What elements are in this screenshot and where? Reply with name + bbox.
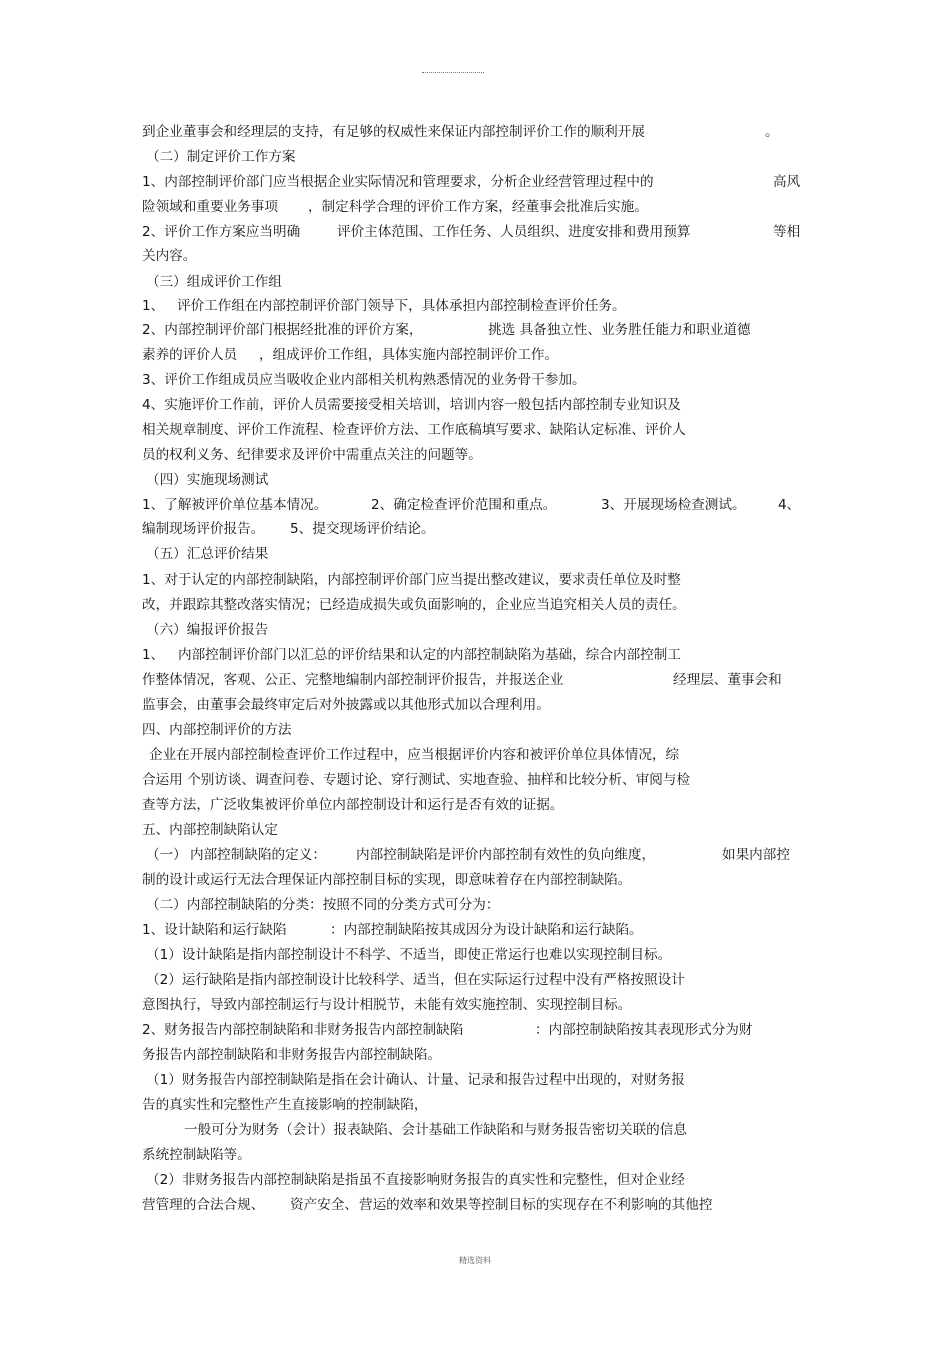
text-line-1-part-1: 到企业董事会和经理层的支持，有足够的权威性来保证内部控制评价工作的顺利开展: [142, 124, 645, 140]
text-line-1-part-2: 。: [765, 124, 779, 140]
text-line-37-part-1: 2、财务报告内部控制缺陷和非财务报告内部控制缺陷: [142, 1022, 464, 1038]
text-line-37-part-2: ：内部控制缺陷按其表现形式分为财: [535, 1022, 753, 1038]
text-line-24: 监事会，由董事会最终审定后对外披露或以其他形式加以合理利用。: [142, 697, 550, 713]
text-line-12: 4、实施评价工作前，评价人员需要接受相关培训，培训内容一般包括内部控制专业知识及: [142, 397, 681, 413]
text-line-30-part-3: 内部控制缺陷是评价内部控制有效性的负向维度，: [356, 847, 656, 863]
text-line-18: （五）汇总评价结果: [146, 546, 269, 562]
text-line-22-part-2: 内部控制评价部门以汇总的评价结果和认定的内部控制缺陷为基础，综合内部控制工: [178, 647, 681, 663]
text-line-30-part-1: （一）: [146, 847, 187, 863]
text-line-8-part-2: 评价工作组在内部控制评价部门领导下，具体承担内部控制检查评价任务。: [177, 298, 626, 314]
text-line-23-part-1: 作整体情况，客观、公正、完整地编制内部控制评价报告，并报送企业: [142, 672, 564, 688]
text-line-36: 意图执行，导致内部控制运行与设计相脱节，未能有效实施控制、实现控制目标。: [142, 997, 632, 1013]
text-line-40: 告的真实性和完整性产生直接影响的控制缺陷，: [142, 1097, 428, 1113]
text-line-10-part-1: 素养的评价人员: [142, 347, 238, 363]
text-line-41: 一般可分为财务（会计）报表缺陷、会计基础工作缺陷和与财务报告密切关联的信息: [184, 1122, 687, 1138]
text-line-44-part-1: 营管理的合法合规、: [142, 1197, 265, 1213]
text-line-5-part-1: 2、评价工作方案应当明确: [142, 224, 301, 240]
text-line-25: 四、内部控制评价的方法: [142, 722, 292, 738]
text-line-22-part-1: 1、: [142, 647, 165, 663]
text-line-21: （六）编报评价报告: [146, 622, 269, 638]
text-line-42: 系统控制缺陷等。: [142, 1147, 251, 1163]
text-line-17-part-1: 编制现场评价报告。: [142, 521, 265, 537]
text-line-35: （2）运行缺陷是指内部控制设计比较科学、适当，但在实际运行过程中没有严格按照设计: [146, 972, 685, 988]
text-line-8-part-1: 1、: [142, 298, 165, 314]
text-line-11: 3、评价工作组成员应当吸收企业内部相关机构熟悉情况的业务骨干参加。: [142, 372, 586, 388]
text-line-19: 1、对于认定的内部控制缺陷，内部控制评价部门应当提出整改建议，要求责任单位及时整: [142, 572, 681, 588]
text-line-31: 制的设计或运行无法合理保证内部控制目标的实现，即意味着存在内部控制缺陷。: [142, 872, 632, 888]
text-line-9-part-2: 挑选 具备独立性、业务胜任能力和职业道德: [488, 322, 751, 338]
text-line-4-part-1: 险领域和重要业务事项: [142, 199, 278, 215]
text-line-33-part-2: ：内部控制缺陷按其成因分为设计缺陷和运行缺陷。: [330, 922, 643, 938]
text-line-7: （三）组成评价工作组: [146, 274, 282, 290]
text-line-34: （1）设计缺陷是指内部控制设计不科学、不适当，即使正常运行也难以实现控制目标。: [146, 947, 672, 963]
text-line-16-part-4: 4、: [778, 497, 801, 513]
text-line-26: 企业在开展内部控制检查评价工作过程中，应当根据评价内容和被评价单位具体情况，综: [149, 747, 680, 763]
text-line-16-part-1: 1、了解被评价单位基本情况。: [142, 497, 328, 513]
text-line-28: 查等方法，广泛收集被评价单位内部控制设计和运行是否有效的证据。: [142, 797, 564, 813]
text-line-44-part-3: 营运的效率和效果等控制目标的实现存在不利影响的其他控: [359, 1197, 713, 1213]
text-line-2: （二）制定评价工作方案: [146, 149, 296, 165]
text-line-43: （2）非财务报告内部控制缺陷是指虽不直接影响财务报告的真实性和完整性，但对企业经: [146, 1172, 685, 1188]
page-footer: 精选资料: [459, 1256, 491, 1265]
text-line-29: 五、内部控制缺陷认定: [142, 822, 278, 838]
text-line-6: 关内容。: [142, 248, 197, 264]
text-line-9-part-1: 2、内部控制评价部门根据经批准的评价方案，: [142, 322, 423, 338]
text-line-44-part-2: 资产安全、: [290, 1197, 358, 1213]
text-line-33-part-1: 1、设计缺陷和运行缺陷: [142, 922, 287, 938]
text-line-17-part-2: 5、提交现场评价结论。: [290, 521, 435, 537]
text-line-32: （二）内部控制缺陷的分类：按照不同的分类方式可分为：: [146, 897, 500, 913]
text-line-30-part-4: 如果内部控: [722, 847, 790, 863]
top-dotted-rule: [422, 72, 484, 73]
text-line-4-part-2: ，制定科学合理的评价工作方案，经董事会批准后实施。: [308, 199, 648, 215]
text-line-16-part-2: 2、确定检查评价范围和重点。: [371, 497, 557, 513]
text-line-23-part-2: 经理层、董事会和: [673, 672, 782, 688]
text-line-39: （1）财务报告内部控制缺陷是指在会计确认、计量、记录和报告过程中出现的，对财务报: [146, 1072, 685, 1088]
text-line-20: 改，并跟踪其整改落实情况；已经造成损失或负面影响的，企业应当追究相关人员的责任。: [142, 597, 686, 613]
text-line-27: 合运用 个别访谈、调查问卷、专题讨论、穿行测试、实地查验、抽样和比较分析、审阅与检: [142, 772, 691, 788]
text-line-38: 务报告内部控制缺陷和非财务报告内部控制缺陷。: [142, 1047, 442, 1063]
text-line-3-part-2: 高风: [773, 174, 801, 190]
text-line-16-part-3: 3、开展现场检查测试。: [601, 497, 746, 513]
text-line-10-part-2: ，组成评价工作组，具体实施内部控制评价工作。: [259, 347, 559, 363]
text-line-3-part-1: 1、内部控制评价部门应当根据企业实际情况和管理要求，分析企业经营管理过程中的: [142, 174, 654, 190]
text-line-5-part-2: 评价主体范围、工作任务、人员组织、进度安排和费用预算: [337, 224, 691, 240]
text-line-5-part-3: 等相: [773, 224, 801, 240]
text-line-30-part-2: 内部控制缺陷的定义：: [190, 847, 326, 863]
text-line-13: 相关规章制度、评价工作流程、检查评价方法、工作底稿填写要求、缺陷认定标准、评价人: [142, 422, 686, 438]
text-line-15: （四）实施现场测试: [146, 472, 269, 488]
text-line-14: 员的权利义务、纪律要求及评价中需重点关注的问题等。: [142, 447, 482, 463]
